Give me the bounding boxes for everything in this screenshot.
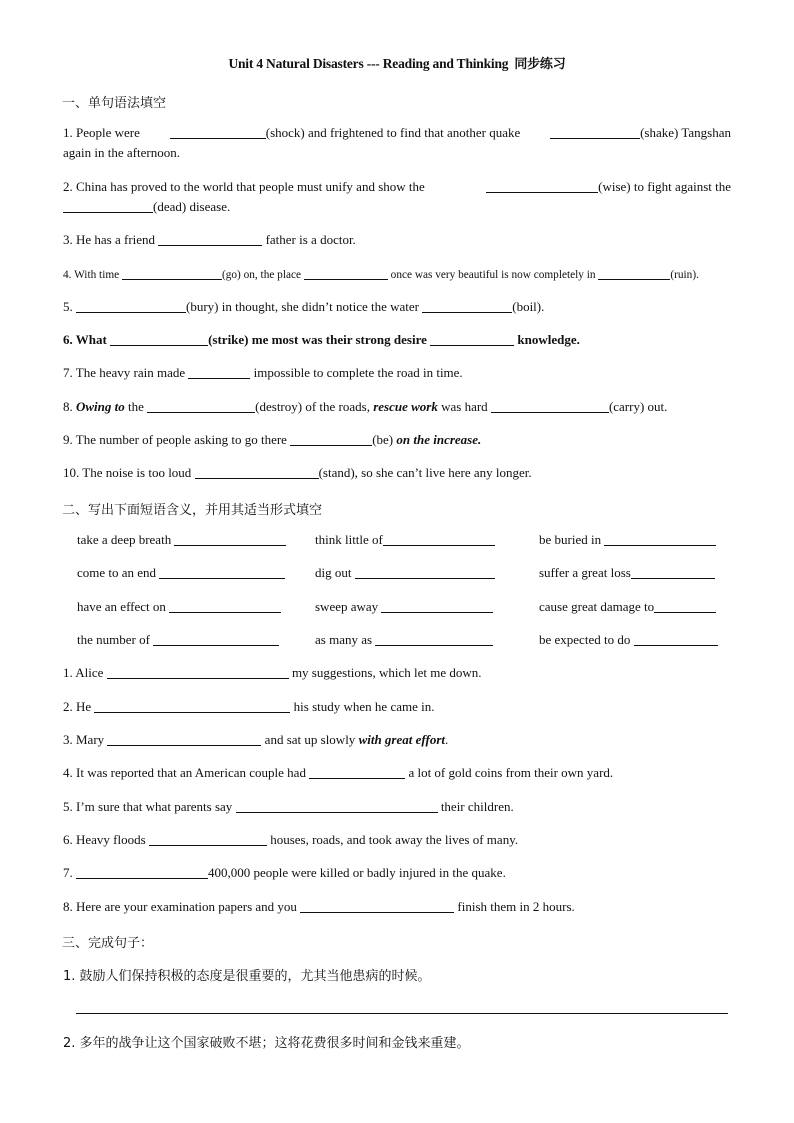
answer-blank[interactable] bbox=[188, 365, 250, 379]
section-1-heading: 一、单句语法填空 bbox=[62, 96, 167, 111]
answer-blank[interactable] bbox=[158, 232, 262, 246]
answer-blank[interactable] bbox=[147, 399, 255, 413]
answer-blank[interactable] bbox=[290, 432, 372, 446]
phrase-item: think little of bbox=[315, 532, 495, 548]
s1-question-6: 6. What (strike) me most was their strong desire knowledge. bbox=[63, 332, 580, 347]
phrase-item: sweep away bbox=[315, 599, 493, 615]
phrase-item: as many as bbox=[315, 632, 493, 648]
s2-question-8: 8. Here are your examination papers and you finish them in 2 hours. bbox=[63, 899, 575, 914]
s2-question-1: 1. Alice my suggestions, which let me down. bbox=[63, 665, 482, 680]
answer-blank[interactable] bbox=[195, 465, 319, 479]
title-chinese: 同步练习 bbox=[514, 57, 566, 72]
section-3-heading: 三、完成句子： bbox=[62, 936, 154, 951]
answer-blank[interactable] bbox=[654, 599, 716, 613]
phrase-item: be expected to do bbox=[539, 632, 718, 648]
answer-blank[interactable] bbox=[76, 865, 208, 879]
s1-question-1-cont: again in the afternoon. bbox=[63, 145, 180, 160]
answer-blank[interactable] bbox=[304, 266, 388, 280]
answer-blank[interactable] bbox=[153, 632, 279, 646]
s1-question-1: 1. People were (shock) and frightened to find that another quake (shake) Tangshan bbox=[63, 125, 731, 140]
answer-blank[interactable] bbox=[94, 699, 290, 713]
answer-blank[interactable] bbox=[110, 332, 208, 346]
answer-blank[interactable] bbox=[159, 565, 285, 579]
answer-blank[interactable] bbox=[309, 765, 405, 779]
worksheet-title bbox=[0, 53, 794, 72]
answer-blank[interactable] bbox=[122, 266, 222, 280]
s1-question-10: 10. The noise is too loud (stand), so she can’t live here any longer. bbox=[63, 465, 532, 480]
s3-question-1: 1. 鼓励人们保持积极的态度是很重要的，尤其当他患病的时候。 bbox=[63, 969, 431, 984]
answer-blank[interactable] bbox=[604, 532, 716, 546]
answer-blank[interactable] bbox=[383, 532, 495, 546]
s2-question-3: 3. Mary and sat up slowly with great effort. bbox=[63, 732, 449, 747]
answer-blank[interactable] bbox=[355, 565, 495, 579]
answer-line[interactable] bbox=[76, 1013, 728, 1014]
answer-blank[interactable] bbox=[107, 732, 261, 746]
answer-blank[interactable] bbox=[170, 125, 266, 139]
s1-question-7: 7. The heavy rain made impossible to complete the road in time. bbox=[63, 365, 463, 380]
answer-blank[interactable] bbox=[107, 665, 289, 679]
phrase-item: come to an end bbox=[77, 565, 285, 581]
answer-blank[interactable] bbox=[76, 299, 186, 313]
s2-question-6: 6. Heavy floods houses, roads, and took away the lives of many. bbox=[63, 832, 519, 847]
answer-blank[interactable] bbox=[486, 179, 598, 193]
s1-question-5: 5. (bury) in thought, she didn’t notice the water (boil). bbox=[63, 299, 545, 314]
s2-question-4: 4. It was reported that an American couple had a lot of gold coins from their own yard. bbox=[63, 765, 614, 780]
s1-question-4: 4. With time (go) on, the place once was very beautiful is now completely in (ruin). bbox=[63, 266, 699, 281]
s2-question-5: 5. I’m sure that what parents say their children. bbox=[63, 799, 514, 814]
answer-blank[interactable] bbox=[63, 199, 153, 213]
phrase-item: the number of bbox=[77, 632, 279, 648]
answer-blank[interactable] bbox=[422, 299, 512, 313]
phrase-item: be buried in bbox=[539, 532, 716, 548]
title-english: Unit 4 Natural Disasters --- Reading and Thinking bbox=[228, 56, 509, 71]
phrase-item: take a deep breath bbox=[77, 532, 286, 548]
s1-question-2: 2. China has proved to the world that people must unify and show the (wise) to fight against the bbox=[63, 179, 731, 194]
answer-blank[interactable] bbox=[375, 632, 493, 646]
s1-question-9: 9. The number of people asking to go there (be) on the increase. bbox=[63, 432, 482, 447]
phrase-item: cause great damage to bbox=[539, 599, 716, 615]
s2-question-7: 7. 400,000 people were killed or badly injured in the quake. bbox=[63, 865, 506, 880]
answer-blank[interactable] bbox=[236, 799, 438, 813]
answer-blank[interactable] bbox=[300, 899, 454, 913]
section-2-heading: 二、写出下面短语含义，并用其适当形式填空 bbox=[62, 503, 323, 518]
s2-question-2: 2. He his study when he came in. bbox=[63, 699, 435, 714]
answer-blank[interactable] bbox=[634, 632, 718, 646]
phrase-item: suffer a great loss bbox=[539, 565, 715, 581]
answer-blank[interactable] bbox=[550, 125, 640, 139]
phrase-item: have an effect on bbox=[77, 599, 281, 615]
answer-blank[interactable] bbox=[631, 565, 715, 579]
s1-question-8: 8. Owing to the (destroy) of the roads, rescue work was hard (carry) out. bbox=[63, 399, 668, 414]
answer-blank[interactable] bbox=[149, 832, 267, 846]
answer-blank[interactable] bbox=[491, 399, 609, 413]
answer-blank[interactable] bbox=[598, 266, 670, 280]
answer-blank[interactable] bbox=[430, 332, 514, 346]
answer-blank[interactable] bbox=[174, 532, 286, 546]
s1-question-2-cont: (dead) disease. bbox=[63, 199, 230, 215]
s1-question-3: 3. He has a friend father is a doctor. bbox=[63, 232, 356, 247]
s3-question-2: 2. 多年的战争让这个国家破败不堪；这将花费很多时间和金钱来重建。 bbox=[63, 1036, 470, 1051]
phrase-item: dig out bbox=[315, 565, 495, 581]
answer-blank[interactable] bbox=[169, 599, 281, 613]
answer-blank[interactable] bbox=[381, 599, 493, 613]
